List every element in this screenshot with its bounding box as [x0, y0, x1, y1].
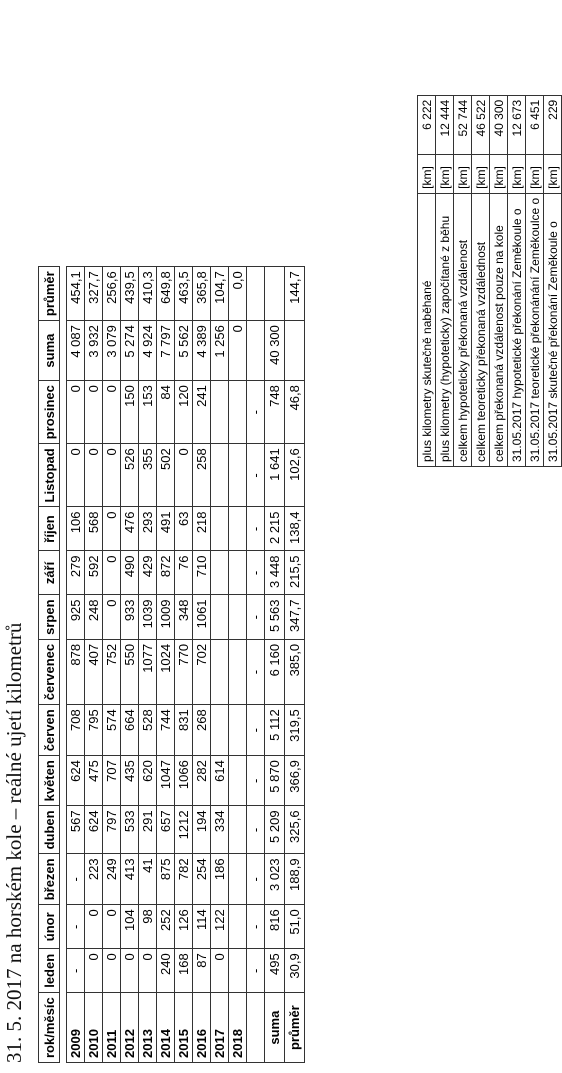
- data-cell: 413: [121, 854, 139, 905]
- data-cell: [211, 595, 229, 639]
- data-cell: 291: [139, 806, 157, 854]
- data-cell: 223: [85, 854, 103, 905]
- summary-value: 12 673: [508, 95, 526, 154]
- data-cell: 649,8: [157, 267, 175, 321]
- data-cell: 410,3: [139, 267, 157, 321]
- data-cell: 490: [121, 551, 139, 595]
- table-body: [60, 267, 305, 1063]
- data-cell: 1066: [175, 756, 193, 806]
- sum-row: [265, 267, 285, 1063]
- summary-unit: [km]: [508, 154, 526, 193]
- summary-unit: [km]: [436, 154, 454, 193]
- data-cell: 348: [175, 595, 193, 639]
- data-cell: 872: [157, 551, 175, 595]
- data-cell: 5 112: [265, 705, 285, 756]
- data-cell: 355: [139, 444, 157, 507]
- data-cell: 435: [121, 756, 139, 806]
- data-cell: 0: [103, 905, 121, 949]
- data-cell: [229, 507, 247, 551]
- row-label: 2012: [121, 993, 139, 1063]
- data-cell: 46,8: [285, 381, 305, 444]
- data-cell: 0: [103, 381, 121, 444]
- data-cell: -: [247, 949, 265, 993]
- data-cell: 106: [67, 507, 85, 551]
- data-cell: 707: [103, 756, 121, 806]
- row-label: 2010: [85, 993, 103, 1063]
- data-cell: 1077: [139, 639, 157, 704]
- data-cell: 188,9: [285, 854, 305, 905]
- column-header: srpen: [39, 595, 60, 639]
- data-cell: [229, 444, 247, 507]
- data-cell: [247, 321, 265, 381]
- summary-label: 31.05.2017 hypotetické překonání Zeměkoule o: [508, 193, 526, 466]
- data-cell: 657: [157, 806, 175, 854]
- data-cell: 248: [85, 595, 103, 639]
- data-cell: 0,0: [229, 267, 247, 321]
- column-header: duben: [39, 806, 60, 854]
- data-cell: [247, 267, 265, 321]
- data-cell: [229, 381, 247, 444]
- data-cell: [229, 595, 247, 639]
- data-cell: 319,5: [285, 705, 305, 756]
- data-cell: 1047: [157, 756, 175, 806]
- summary-value: 6 222: [418, 95, 436, 154]
- data-cell: 0: [85, 949, 103, 993]
- row-label: 2017: [211, 993, 229, 1063]
- data-cell: 249: [103, 854, 121, 905]
- data-cell: 4 389: [193, 321, 211, 381]
- data-cell: 752: [103, 639, 121, 704]
- data-cell: 502: [157, 444, 175, 507]
- column-header: Listopad: [39, 444, 60, 507]
- data-cell: 240: [157, 949, 175, 993]
- data-cell: 153: [139, 381, 157, 444]
- row-label: 2013: [139, 993, 157, 1063]
- data-cell: 1009: [157, 595, 175, 639]
- summary-unit: [km]: [472, 154, 490, 193]
- summary-value: 46 522: [472, 95, 490, 154]
- data-cell: 5 870: [265, 756, 285, 806]
- data-cell: 831: [175, 705, 193, 756]
- column-header: leden: [39, 949, 60, 993]
- summary-unit: [km]: [526, 154, 544, 193]
- data-cell: 194: [193, 806, 211, 854]
- data-cell: 63: [175, 507, 193, 551]
- data-cell: [211, 639, 229, 704]
- data-cell: 0: [85, 381, 103, 444]
- data-cell: 87: [193, 949, 211, 993]
- summary-label: celkem hypoteticky překonaná vzdálenost: [454, 193, 472, 466]
- data-cell: 51,0: [285, 905, 305, 949]
- data-cell: 592: [85, 551, 103, 595]
- summary-unit: [km]: [454, 154, 472, 193]
- data-cell: 5 562: [175, 321, 193, 381]
- data-cell: -: [247, 381, 265, 444]
- data-cell: 258: [193, 444, 211, 507]
- summary-label: plus kilometry skutečně naběhané: [418, 193, 436, 466]
- year-row: [157, 267, 175, 1063]
- data-cell: -: [247, 507, 265, 551]
- year-row: [139, 267, 157, 1063]
- data-cell: 30,9: [285, 949, 305, 993]
- data-cell: -: [67, 905, 85, 949]
- summary-label: 31.05.2017 teoretické překonánání Zeměkoulce o: [526, 193, 544, 466]
- data-cell: 366,9: [285, 756, 305, 806]
- data-cell: 1 256: [211, 321, 229, 381]
- column-header: průměr: [39, 267, 60, 321]
- row-label: 2014: [157, 993, 175, 1063]
- data-cell: 279: [67, 551, 85, 595]
- data-cell: -: [247, 639, 265, 704]
- year-row: [211, 267, 229, 1063]
- spacer-cell: [60, 267, 67, 1063]
- data-cell: 708: [67, 705, 85, 756]
- summary-table: [417, 95, 562, 467]
- data-cell: 925: [67, 595, 85, 639]
- row-label: suma: [265, 993, 285, 1063]
- data-cell: 2 215: [265, 507, 285, 551]
- row-label: průměr: [285, 993, 305, 1063]
- mileage-table: [38, 266, 305, 1063]
- data-cell: 120: [175, 381, 193, 444]
- data-cell: 463,5: [175, 267, 193, 321]
- data-cell: 98: [139, 905, 157, 949]
- year-row: [103, 267, 121, 1063]
- data-cell: -: [247, 705, 265, 756]
- data-cell: 325,6: [285, 806, 305, 854]
- page-title: 31. 5. 2017 na horském kole – reálné ujetí kilometrů: [2, 622, 26, 1063]
- data-cell: 168: [175, 949, 193, 993]
- column-header: březen: [39, 854, 60, 905]
- data-cell: 5 209: [265, 806, 285, 854]
- data-cell: 0: [85, 905, 103, 949]
- data-cell: 254: [193, 854, 211, 905]
- column-header: suma: [39, 321, 60, 381]
- data-cell: [229, 705, 247, 756]
- column-header: květen: [39, 756, 60, 806]
- data-cell: 122: [211, 905, 229, 949]
- data-cell: 241: [193, 381, 211, 444]
- data-cell: 439,5: [121, 267, 139, 321]
- data-cell: 104,7: [211, 267, 229, 321]
- summary-label: celkem teoreticky překonaná vzdálednost: [472, 193, 490, 466]
- summary-row: [508, 95, 526, 466]
- data-cell: [211, 507, 229, 551]
- dash-row: [247, 267, 265, 1063]
- data-cell: -: [67, 949, 85, 993]
- data-cell: 816: [265, 905, 285, 949]
- data-cell: 7 797: [157, 321, 175, 381]
- row-label: 2016: [193, 993, 211, 1063]
- data-cell: 407: [85, 639, 103, 704]
- data-cell: 624: [85, 806, 103, 854]
- data-cell: 138,4: [285, 507, 305, 551]
- data-cell: 429: [139, 551, 157, 595]
- data-cell: [229, 905, 247, 949]
- data-cell: 126: [175, 905, 193, 949]
- year-row: [67, 267, 85, 1063]
- data-cell: 3 932: [85, 321, 103, 381]
- column-header: únor: [39, 905, 60, 949]
- data-cell: -: [247, 551, 265, 595]
- data-cell: 533: [121, 806, 139, 854]
- summary-value: 40 300: [490, 95, 508, 154]
- summary-unit: [km]: [418, 154, 436, 193]
- data-cell: 0: [103, 595, 121, 639]
- data-cell: 104: [121, 905, 139, 949]
- data-cell: 327,7: [85, 267, 103, 321]
- table-header: [39, 267, 60, 1063]
- data-cell: 744: [157, 705, 175, 756]
- data-cell: 3 023: [265, 854, 285, 905]
- data-cell: 40 300: [265, 321, 285, 381]
- data-cell: 1212: [175, 806, 193, 854]
- year-row: [121, 267, 139, 1063]
- data-cell: 624: [67, 756, 85, 806]
- summary-row: [526, 95, 544, 466]
- data-cell: 256,6: [103, 267, 121, 321]
- data-cell: 3 448: [265, 551, 285, 595]
- data-cell: 0: [103, 551, 121, 595]
- data-cell: 252: [157, 905, 175, 949]
- data-cell: 4 924: [139, 321, 157, 381]
- data-cell: 567: [67, 806, 85, 854]
- data-cell: 526: [121, 444, 139, 507]
- summary-value: 12 444: [436, 95, 454, 154]
- data-cell: [229, 551, 247, 595]
- data-cell: [211, 705, 229, 756]
- summary-label: 31.05.2017 skutečné překonání Zeměkoule o: [544, 193, 562, 466]
- column-header: prosinec: [39, 381, 60, 444]
- data-cell: [229, 806, 247, 854]
- data-cell: 933: [121, 595, 139, 639]
- data-cell: 0: [85, 444, 103, 507]
- header-row: [39, 267, 60, 1063]
- data-cell: 365,8: [193, 267, 211, 321]
- data-cell: 782: [175, 854, 193, 905]
- summary-value: 6 451: [526, 95, 544, 154]
- data-cell: 495: [265, 949, 285, 993]
- data-cell: 0: [103, 949, 121, 993]
- row-label: 2018: [229, 993, 247, 1063]
- data-cell: 6 160: [265, 639, 285, 704]
- data-cell: 215,5: [285, 551, 305, 595]
- data-cell: 84: [157, 381, 175, 444]
- data-cell: 475: [85, 756, 103, 806]
- year-row: [193, 267, 211, 1063]
- data-cell: 748: [265, 381, 285, 444]
- data-cell: 0: [67, 444, 85, 507]
- spacer-row: [60, 267, 67, 1063]
- data-cell: 102,6: [285, 444, 305, 507]
- data-cell: 797: [103, 806, 121, 854]
- year-row: [175, 267, 193, 1063]
- data-cell: 0: [103, 507, 121, 551]
- column-header-year: rok/měsíc: [39, 993, 60, 1063]
- data-cell: 76: [175, 551, 193, 595]
- row-label: [247, 993, 265, 1063]
- summary-label: celkem překonaná vzdálenost pouze na kole: [490, 193, 508, 466]
- data-cell: 770: [175, 639, 193, 704]
- summary-label: plus kilometry (hypoteticky) započítané z běhu: [436, 193, 454, 466]
- data-cell: [229, 756, 247, 806]
- data-cell: -: [67, 854, 85, 905]
- data-cell: 41: [139, 854, 157, 905]
- data-cell: 702: [193, 639, 211, 704]
- data-cell: 0: [175, 444, 193, 507]
- data-cell: 5 563: [265, 595, 285, 639]
- row-label: 2009: [67, 993, 85, 1063]
- summary-row: [472, 95, 490, 466]
- data-cell: 454,1: [67, 267, 85, 321]
- data-cell: [229, 949, 247, 993]
- summary-row: [436, 95, 454, 466]
- data-cell: 0: [211, 949, 229, 993]
- data-cell: 385,0: [285, 639, 305, 704]
- data-cell: -: [247, 905, 265, 949]
- data-cell: 614: [211, 756, 229, 806]
- row-label: 2011: [103, 993, 121, 1063]
- data-cell: 620: [139, 756, 157, 806]
- data-cell: 268: [193, 705, 211, 756]
- data-cell: -: [247, 444, 265, 507]
- data-cell: 1061: [193, 595, 211, 639]
- data-cell: 282: [193, 756, 211, 806]
- data-cell: 568: [85, 507, 103, 551]
- column-header: říjen: [39, 507, 60, 551]
- data-cell: -: [247, 854, 265, 905]
- data-cell: [265, 267, 285, 321]
- data-cell: -: [247, 806, 265, 854]
- data-cell: 0: [67, 381, 85, 444]
- data-cell: 875: [157, 854, 175, 905]
- data-cell: [211, 381, 229, 444]
- row-label: 2015: [175, 993, 193, 1063]
- data-cell: 347,7: [285, 595, 305, 639]
- data-cell: 550: [121, 639, 139, 704]
- summary-row: [544, 95, 562, 466]
- data-cell: -: [247, 756, 265, 806]
- column-header: červen: [39, 705, 60, 756]
- summary-row: [454, 95, 472, 466]
- year-row: [85, 267, 103, 1063]
- year-row: [229, 267, 247, 1063]
- summary-row: [490, 95, 508, 466]
- data-cell: 574: [103, 705, 121, 756]
- data-cell: 0: [103, 444, 121, 507]
- data-cell: 0: [139, 949, 157, 993]
- column-header: červenec: [39, 639, 60, 704]
- data-cell: 878: [67, 639, 85, 704]
- data-cell: 664: [121, 705, 139, 756]
- summary-unit: [km]: [490, 154, 508, 193]
- data-cell: 293: [139, 507, 157, 551]
- data-cell: 334: [211, 806, 229, 854]
- data-cell: [285, 321, 305, 381]
- data-cell: 795: [85, 705, 103, 756]
- summary-value: 52 744: [454, 95, 472, 154]
- data-cell: 1039: [139, 595, 157, 639]
- data-cell: 144,7: [285, 267, 305, 321]
- data-cell: 114: [193, 905, 211, 949]
- data-cell: [229, 639, 247, 704]
- data-cell: 476: [121, 507, 139, 551]
- summary-row: [418, 95, 436, 466]
- data-cell: 3 079: [103, 321, 121, 381]
- data-cell: [229, 854, 247, 905]
- data-cell: 491: [157, 507, 175, 551]
- summary-body: [418, 95, 562, 466]
- data-cell: [211, 444, 229, 507]
- data-cell: 186: [211, 854, 229, 905]
- data-cell: -: [247, 595, 265, 639]
- average-row: [285, 267, 305, 1063]
- data-cell: [211, 551, 229, 595]
- data-cell: 1024: [157, 639, 175, 704]
- data-cell: 0: [229, 321, 247, 381]
- data-cell: 528: [139, 705, 157, 756]
- data-cell: 0: [121, 949, 139, 993]
- data-cell: 4 087: [67, 321, 85, 381]
- data-cell: 1 641: [265, 444, 285, 507]
- data-cell: 150: [121, 381, 139, 444]
- data-cell: 710: [193, 551, 211, 595]
- data-cell: 5 274: [121, 321, 139, 381]
- column-header: září: [39, 551, 60, 595]
- data-cell: 218: [193, 507, 211, 551]
- summary-unit: [km]: [544, 154, 562, 193]
- summary-value: 229: [544, 95, 562, 154]
